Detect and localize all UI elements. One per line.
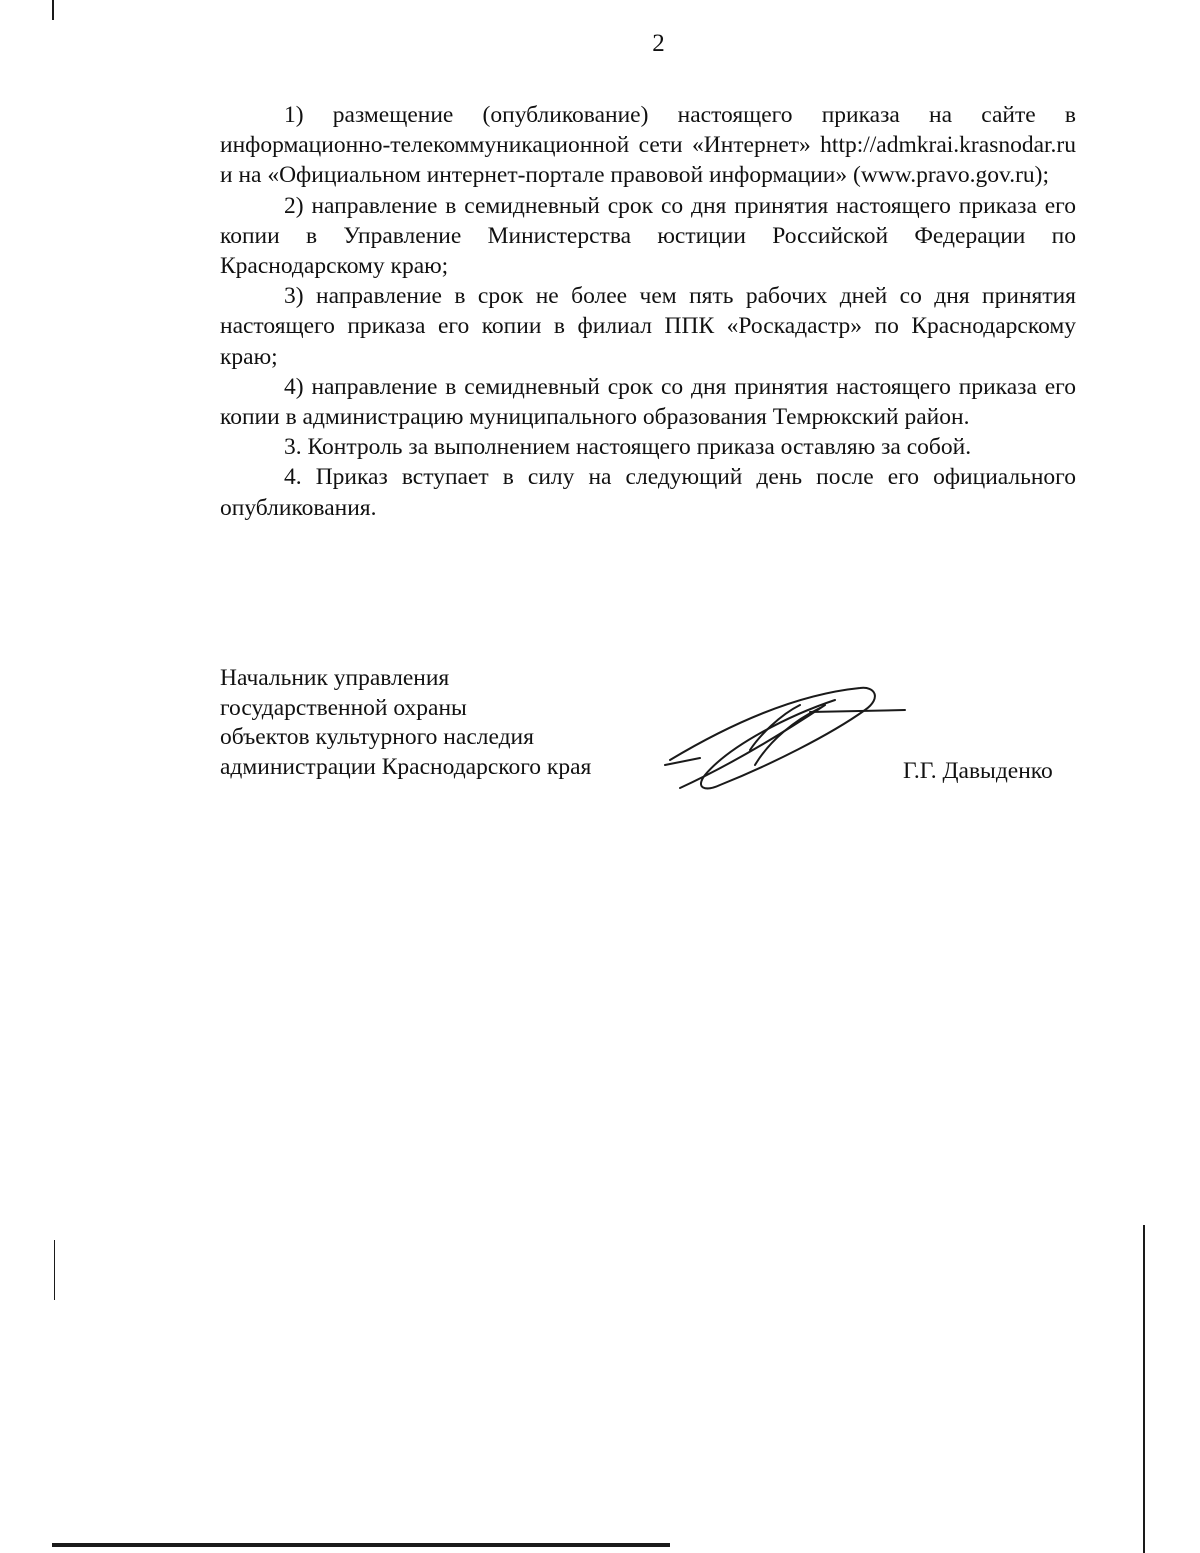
handwritten-signature	[660, 680, 910, 800]
scan-edge-right	[1143, 1225, 1145, 1553]
paragraph-effective-date: 4. Приказ вступает в силу на следующий день после его официального опубликования.	[220, 464, 1076, 521]
scan-edge-top-left	[52, 0, 54, 20]
scan-edge-left	[54, 1240, 55, 1300]
position-line-4: администрации Краснодарского края	[220, 753, 592, 780]
position-line-1: Начальник управления	[220, 665, 450, 691]
position-line-3: объектов культурного наследия	[220, 724, 534, 750]
document-body	[220, 100, 1076, 523]
paragraph-item-1: 1) размещение (опубликование) настоящего приказа на сайте в информационно-телекоммуникационной сети «Интернет» http://admkrai.krasnodar.ru и на «Официальном интернет-портале правовой информации» (www.pravo.gov.ru);	[220, 102, 1076, 189]
page-number: 2	[652, 30, 665, 57]
paragraph-control: 3. Контроль за выполнением настоящего приказа оставляю за собой.	[284, 434, 972, 461]
paragraph-item-3: 3) направление в срок не более чем пять рабочих дней со дня принятия настоящего приказа его копии в филиал ППК «Роскадастр» по Краснодарскому краю;	[220, 283, 1076, 370]
scan-edge-bottom	[52, 1543, 670, 1547]
paragraph-item-2: 2) направление в семидневный срок со дня принятия настоящего приказа его копии в Управление Министерства юстиции Российской Федерации по Краснодарскому краю;	[220, 192, 1076, 280]
paragraph-item-4: 4) направление в семидневный срок со дня принятия настоящего приказа его копии в администрацию муниципального образования Темрюкский район.	[220, 373, 1076, 431]
signature-position	[220, 664, 591, 782]
position-line-2: государственной охраны	[220, 694, 467, 721]
signer-name: Г.Г. Давыденко	[903, 758, 1053, 784]
